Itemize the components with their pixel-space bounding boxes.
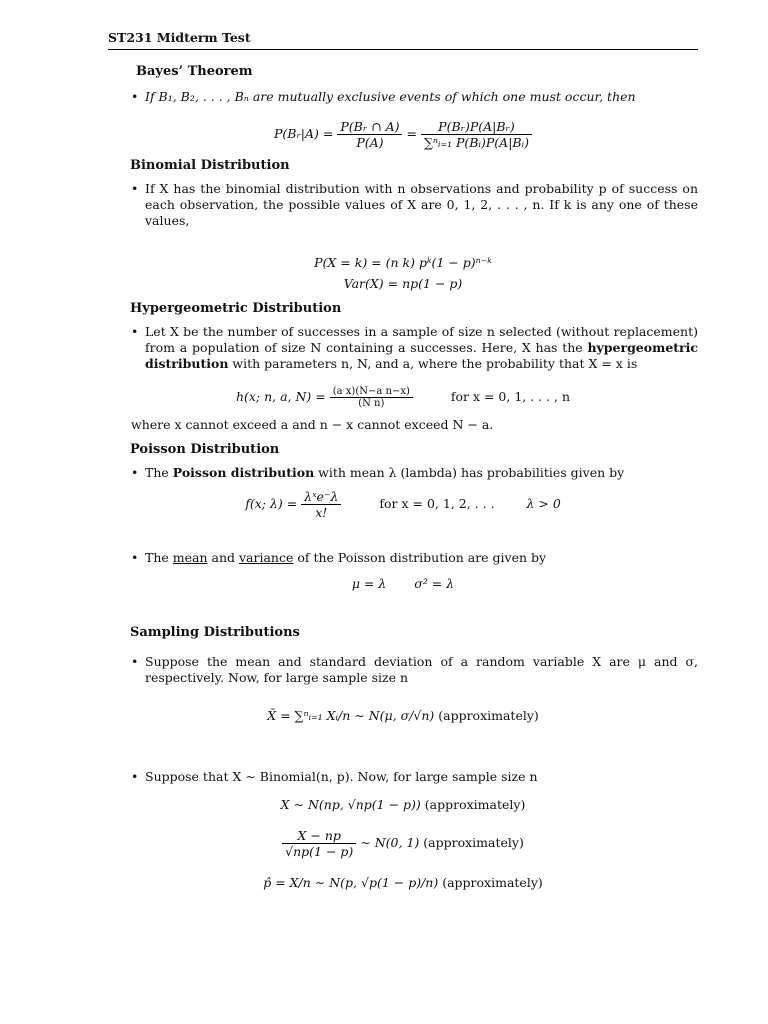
hyper-cond: for x = 0, 1, . . . , n	[450, 389, 571, 404]
sampling-title: Sampling Distributions	[130, 625, 300, 640]
poisson-frac: $\frac{\text{λˣe⁻λ}}{x!}$	[301, 489, 341, 520]
hyper-text-b: with parameters n, N, and a, where the probability that X = x is	[228, 356, 638, 371]
document-page	[108, 30, 698, 890]
hyper-title: Hypergeometric Distribution	[130, 301, 342, 316]
sampling-xbar: X̄ = ∑ⁿᵢ₌₁ Xᵢ/n ∼ N(μ, σ/√n) (approximately)	[267, 708, 539, 723]
bayes-title: Bayes’ Theorem	[136, 64, 253, 79]
binomial-text: If X has the binomial distribution with n observations and probability p of success on each observation, the possible values of X are 0, 1, 2, . . . , n. If k is any one of these values,	[145, 181, 698, 228]
hyper-text-bold: hypergeometric distribution	[145, 340, 698, 371]
poisson-bullet: • The Poisson distribution with mean λ (lambda) has probabilities given by	[131, 465, 625, 480]
poisson-title: Poisson Distribution	[130, 442, 280, 457]
bullet-icon: •	[131, 654, 139, 669]
hyper-lhs: h(x; n, a, N) =	[235, 389, 326, 404]
bayes-text: If B₁, B₂, . . . , Bₙ are mutually exclusive events of which one must occur, then	[145, 89, 636, 104]
sampling-eq3: p̂ = X/n ∼ N(p, √p(1 − p)/n) (approximately)	[263, 875, 543, 890]
bullet-icon: •	[131, 89, 139, 104]
bullet-icon: •	[131, 550, 139, 565]
poisson-formula: f(x; λ) = $\frac{\text{λˣe⁻λ}}{x!}$ for x = 0, 1, 2, . . . λ > 0	[245, 489, 561, 520]
bullet-icon: •	[131, 769, 139, 784]
bayes-lhs: P(Bᵣ|A) =	[273, 126, 334, 141]
bayes-formula	[108, 119, 698, 150]
binomial-var: Var(X) = np(1 − p)	[343, 276, 463, 291]
binomial-pmf: P(X = k) = (n k) pᵏ(1 − p)ⁿ⁻ᵏ	[314, 255, 492, 270]
hyper-bullet	[108, 324, 698, 372]
bullet-icon: •	[131, 181, 139, 196]
bullet-icon: •	[131, 324, 139, 339]
bayes-eq: =	[406, 126, 417, 141]
page-header: ST231 Midterm Test	[108, 30, 698, 50]
sampling-bullet-2: • Suppose that X ∼ Binomial(n, p). Now, for large sample size n	[131, 769, 538, 784]
binomial-bullet	[108, 181, 698, 229]
hyper-frac: $\frac{\text{(a x)(N−a n−x)}}{\text{(N n)}}$	[330, 386, 413, 409]
bayes-bullet	[108, 89, 698, 105]
sampling-eq1: X ∼ N(np, √np(1 − p)) (approximately)	[280, 797, 526, 812]
sampling-eq2: $\frac{X - np}{√np(1 - p)}$ ∼ N(0, 1) (approximately)	[108, 828, 698, 859]
poisson-mv-bullet: • The mean and variance of the Poisson distribution are given by	[131, 550, 547, 565]
hyper-note: where x cannot exceed a and n − x cannot exceed N − a.	[131, 417, 494, 432]
hyper-formula	[108, 386, 698, 409]
binomial-title: Binomial Distribution	[130, 158, 290, 173]
poisson-mean-var: μ = λ σ² = λ	[351, 576, 455, 591]
bullet-icon: •	[131, 465, 139, 480]
bayes-frac2: $\frac{\text{P(Bᵣ)P(A|Bᵣ)}}{\text{∑ⁿᵢ₌₁ P(Bᵢ)P(A|Bᵢ)}}$	[421, 119, 532, 150]
sampling-bullet-1: • Suppose the mean and standard deviation of a random variable X are μ and σ, respectively. Now, for large sample size n	[131, 654, 698, 685]
hyper-text-a: Let X be the number of successes in a sample of size n selected (without replacement) from a population of size N containing a successes. Here, X has the	[145, 324, 698, 355]
bayes-frac1: $\frac{\text{P(Bᵣ ∩ A)}}{P(A)}$	[337, 119, 402, 150]
